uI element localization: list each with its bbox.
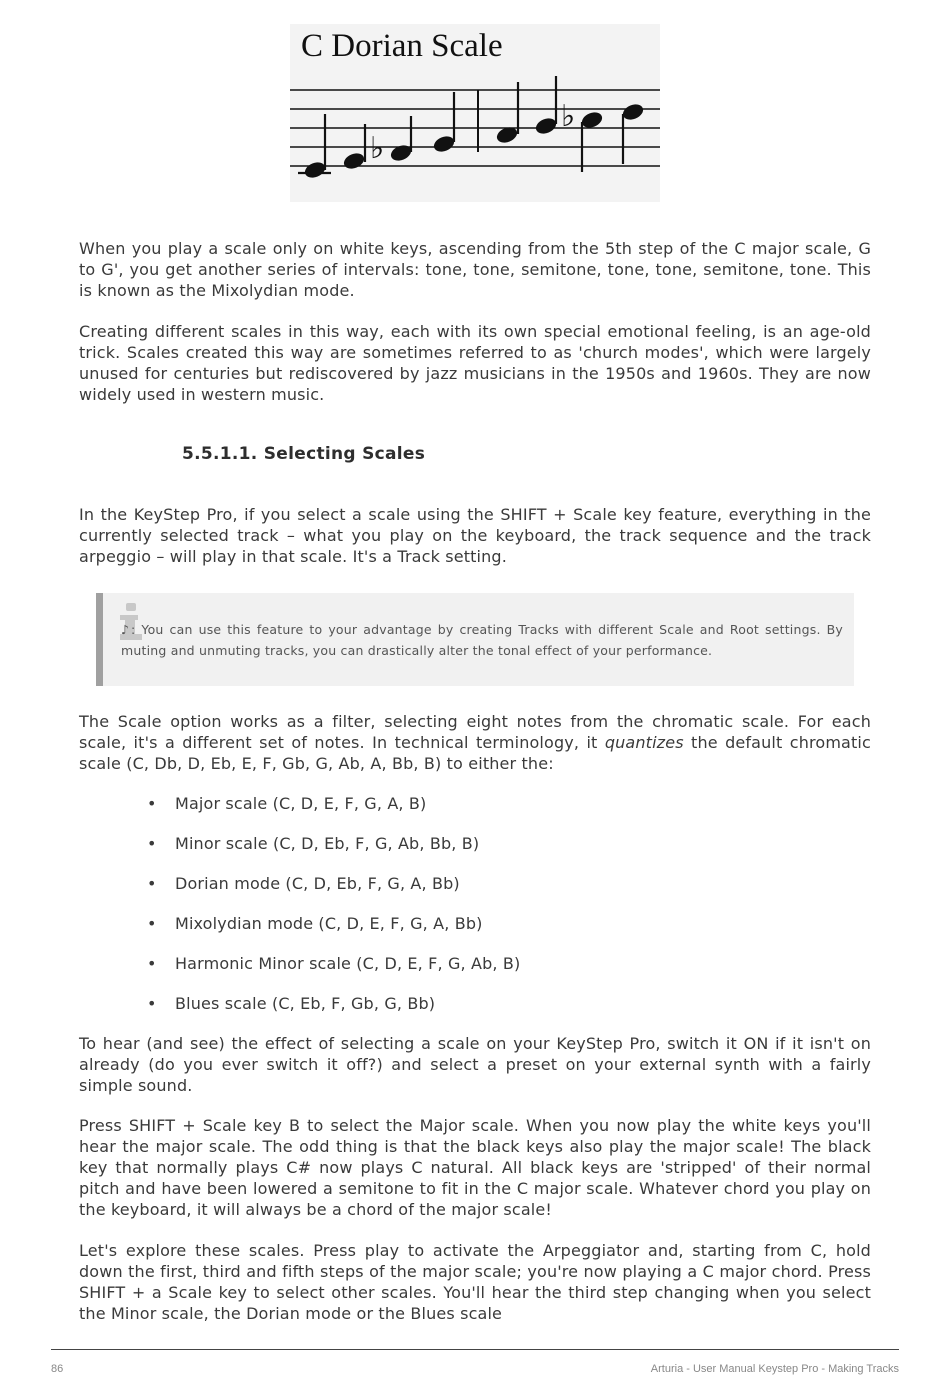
bullet: • — [147, 954, 157, 973]
list-item-major — [147, 793, 520, 833]
list-item-dorian — [147, 873, 520, 913]
c-dorian-scale-figure — [290, 24, 660, 202]
staff-notation — [290, 24, 660, 202]
page-number: 86 — [51, 1363, 64, 1375]
tip-note-box — [96, 593, 854, 686]
paragraph-mixolydian: When you play a scale only on white keys, ascending from the 5th step of the C major scale, G to G', you get another series of intervals: tone, tone, semitone, tone, tone, semitone, tone. This is known as the Mixolydian mode. — [79, 239, 871, 300]
paragraph-explore-scales: Let's explore these scales. Press play to activate the Arpeggiator and, starting from C, hold down the first, third and fifth steps of the major scale; you're now playing a C major chord. Press SHIFT + a Scale key to select other scales. You'll hear the third step changing when you select the Minor scale, the Dorian mode or the Blues scale — [79, 1241, 871, 1323]
note-c — [303, 160, 328, 181]
bullet: • — [147, 874, 157, 893]
scale-filter-text-end: the default chromatic scale (C, Db, D, Eb, E, F, Gb, G, Ab, A, Bb, B) to either the: — [79, 733, 871, 773]
paragraph-hear-effect: To hear (and see) the effect of selecting a scale on your KeyStep Pro, switch it ON if it isn't on already (do you ever switch it off?) and select a preset on your external synth with a fairly simple sound. — [79, 1034, 871, 1095]
list-item-text: Minor scale (C, D, Eb, F, G, Ab, Bb, B) — [175, 834, 480, 853]
note-c-high — [621, 102, 646, 123]
list-item-blues — [147, 993, 520, 1033]
scale-filter-text-start: The Scale option works as a filter, selecting eight notes from the chromatic scale. For each scale, it's a different set of notes. In technical terminology, it — [79, 712, 871, 752]
list-item-text: Major scale (C, D, E, F, G, A, B) — [175, 794, 427, 813]
list-item-text: Blues scale (C, Eb, F, Gb, G, Bb) — [175, 994, 436, 1013]
note-d — [342, 151, 367, 172]
footer-doc-title: Arturia - User Manual Keystep Pro - Making Tracks — [650, 1363, 899, 1375]
paragraph-major-scale: Press SHIFT + Scale key B to select the Major scale. When you now play the white keys you'll hear the major scale. The odd thing is that the black keys also play the major scale! The black key that normally plays C# now plays C natural. All black keys are 'stripped' of their normal pitch and have been lowered a semitone to fit in the C major scale. Whatever chord you play on the keyboard, it will always be a chord of the major scale! — [79, 1116, 871, 1219]
bullet: • — [147, 834, 157, 853]
note-eb — [389, 143, 414, 164]
bullet: • — [147, 994, 157, 1013]
list-item-text: Dorian mode (C, D, Eb, F, G, A, Bb) — [175, 874, 460, 893]
paragraph-scale-filter — [79, 711, 871, 774]
paragraph-keystep-scale: In the KeyStep Pro, if you select a scale using the SHIFT + Scale key feature, everything in the currently selected track – what you play on the keyboard, the track sequence and the track arpeggio – will play in that scale. It's a Track setting. — [79, 505, 871, 566]
figure-title: C Dorian Scale — [301, 28, 503, 64]
bullet: • — [147, 914, 157, 933]
flat-sign-e: ♭ — [370, 131, 385, 166]
list-item-harmonic-minor — [147, 953, 520, 993]
list-item-text: Mixolydian mode (C, D, E, F, G, A, Bb) — [175, 914, 483, 933]
list-item-minor — [147, 833, 520, 873]
quantizes-emphasis: quantizes — [604, 733, 684, 752]
list-item-mixolydian — [147, 913, 520, 953]
bullet: • — [147, 794, 157, 813]
paragraph-church-modes: Creating different scales in this way, each with its own special emotional feeling, is an age-old trick. Scales created this way are sometimes referred to as 'church modes', which were largely unused for centuries but rediscovered by jazz musicians in the 1950s and 1960s. They are now widely used in western music. — [79, 322, 871, 404]
section-heading: 5.5.1.1. Selecting Scales — [182, 444, 426, 464]
tip-note-text: ♪: You can use this feature to your advantage by creating Tracks with different Scale and Root settings. By muting and unmuting tracks, you can drastically alter the tonal effect of your performance. — [121, 622, 843, 658]
scale-list — [147, 793, 520, 1033]
flat-sign-b: ♭ — [561, 99, 576, 134]
note-f — [432, 134, 457, 155]
note-a — [534, 116, 559, 137]
list-item-text: Harmonic Minor scale (C, D, E, F, G, Ab, B) — [175, 954, 521, 973]
footer-divider — [51, 1349, 899, 1350]
